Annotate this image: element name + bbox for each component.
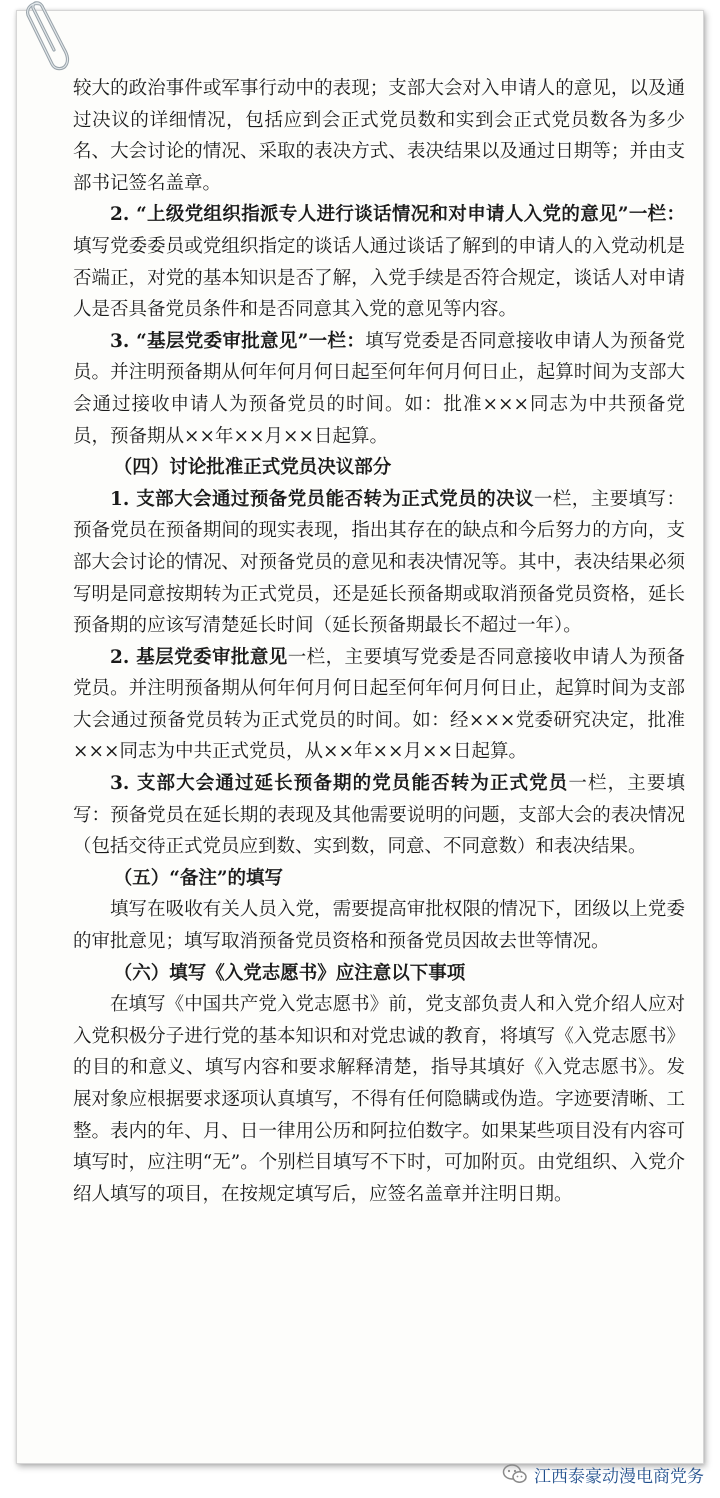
paragraph-5-lead: 1. 支部大会通过预备党员能否转为正式党员的决议 bbox=[110, 488, 534, 510]
paragraph-7-lead: 3. 支部大会通过延长预备期的党员能否转为正式党员 bbox=[110, 773, 569, 795]
paragraph-1: 较大的政治事件或军事行动中的表现；支部大会对入申请人的意见，以及通过决议的详细情况，包括应到会正式党员数和实到会正式党员数各为多少名、大会讨论的情况、采取的表决方式、表决结果以及通过日期等；并由支部书记签名盖章。 bbox=[73, 78, 685, 194]
footer-watermark bbox=[502, 1462, 704, 1486]
paragraph-6: 2. 基层党委审批意见一栏，主要填写党委是否同意接收申请人为预备党员。并注明预备期从何年何月何日起至何年何月何日止，起算时间为支部大会通过预备党员转为正式党员的时间。如：经×××党委研究决定，批准×××同志为中共正式党员，从××年××月××日起算。 bbox=[73, 646, 685, 763]
document-body bbox=[73, 73, 685, 1210]
paragraph-5: 1. 支部大会通过预备党员能否转为正式党员的决议一栏，主要填写：预备党员在预备期间的现实表现，指出其存在的缺点和今后努力的方向，支部大会讨论的情况、对预备党员的意见和表决情况等。其中，表决结果必须写明是同意按期转为正式党员，还是延长预备期或取消预备党员资格，延长预备期的应该写清楚延长时间（延长预备期最长不超过一年）。 bbox=[73, 488, 685, 637]
paperclip-icon bbox=[18, 0, 78, 72]
wechat-icon bbox=[502, 1463, 528, 1485]
section-heading-6: （六）填写《入党志愿书》应注意以下事项 bbox=[113, 962, 466, 984]
section-heading-5: （五）“备注”的填写 bbox=[113, 867, 283, 889]
paragraph-7: 3. 支部大会通过延长预备期的党员能否转为正式党员一栏，主要填写：预备党员在延长期的表现及其他需要说明的问题，支部大会的表决情况（包括交待正式党员应到数、实到数，同意、不同意数）和表决结果。 bbox=[73, 773, 685, 858]
account-name: 江西泰豪动漫电商党务 bbox=[534, 1466, 704, 1487]
paragraph-6-lead: 2. 基层党委审批意见 bbox=[110, 646, 288, 668]
document-page bbox=[16, 10, 704, 1464]
paragraph-9: 填写在吸收有关人员入党，需要提高审批权限的情况下，团级以上党委的审批意见；填写取消预备党员资格和预备党员因故去世等情况。 bbox=[73, 899, 685, 953]
paragraph-3: 3. “基层党委审批意见”一栏：填写党委是否同意接收申请人为预备党员。并注明预备期从何年何月何日起至何年何月何日止，起算时间为支部大会通过接收申请人为预备党员的时间。如：批准×××同志为中共预备党员，预备期从××年××月××日起算。 bbox=[73, 330, 685, 447]
paragraph-3-lead: 3. “基层党委审批意见”一栏： bbox=[110, 330, 366, 352]
paragraph-2: 2. “上级党组织指派专人进行谈话情况和对申请人入党的意见”一栏：填写党委委员或党组织指定的谈话人通过谈话了解到的申请人的入党动机是否端正，对党的基本知识是否了解，入党手续是否符合规定，谈话人对申请人是否具备党员条件和是否同意其入党的意见等内容。 bbox=[73, 204, 685, 321]
section-heading-4: （四）讨论批准正式党员决议部分 bbox=[113, 457, 392, 479]
paragraph-2-lead: 2. “上级党组织指派专人进行谈话情况和对申请人入党的意见”一栏： bbox=[110, 204, 685, 226]
paragraph-11: 在填写《中国共产党入党志愿书》前，党支部负责人和入党介绍人应对入党积极分子进行党的基本知识和对党忠诚的教育，将填写《入党志愿书》的目的和意义、填写内容和要求解释清楚，指导其填好《入党志愿书》。发展对象应根据要求逐项认真填写，不得有任何隐瞒或伪造。字迹要清晰、工整。表内的年、月、日一律用公历和阿拉伯数字。如果某些项目没有内容可填写时，应注明“无”。个别栏目填写不下时，可加附页。由党组织、入党介绍人填写的项目，在按规定填写后，应签名盖章并注明日期。 bbox=[73, 994, 685, 1205]
